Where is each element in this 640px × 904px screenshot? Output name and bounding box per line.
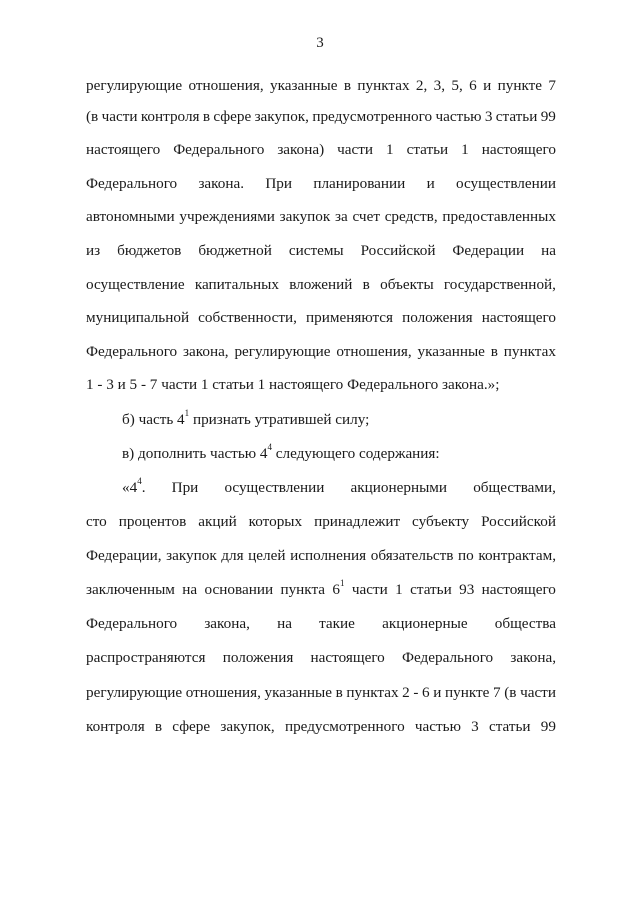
word: Федерации,: [86, 547, 162, 564]
text-line: [86, 207, 556, 227]
word: распространяются: [86, 649, 206, 666]
word: Федерации: [452, 242, 525, 259]
word: Федерального: [173, 141, 265, 158]
word: Российской: [360, 242, 436, 259]
word: в: [335, 684, 343, 701]
word: части: [520, 684, 556, 701]
word: указанные: [264, 684, 332, 701]
word: основании: [204, 581, 274, 598]
word: предусмотренного: [284, 718, 405, 735]
word: в: [154, 718, 163, 735]
word: акций: [198, 513, 237, 530]
list-item-b-text: б) часть 4: [122, 411, 185, 428]
word: отношения,: [336, 343, 412, 360]
word: закупок,: [254, 108, 309, 125]
word: отношения,: [188, 77, 264, 94]
text-line: [86, 546, 556, 566]
word: закона,: [510, 649, 556, 666]
text-line: [86, 140, 556, 160]
word: 3: [471, 718, 479, 735]
word: части: [351, 581, 388, 598]
word: 6: [469, 77, 477, 94]
word: государственной,: [443, 276, 556, 293]
word: 5,: [451, 77, 463, 94]
word: в: [362, 276, 370, 293]
word: При: [171, 479, 199, 496]
word: 7: [493, 684, 501, 701]
word: обществами,: [473, 479, 556, 496]
word: акционерными: [350, 479, 448, 496]
word: на: [277, 615, 292, 632]
word: пунктах: [346, 684, 399, 701]
word: статьи: [406, 141, 449, 158]
word: настоящего: [481, 309, 556, 326]
word: закупок: [166, 547, 217, 564]
word: закона): [277, 141, 325, 158]
word: средств,: [384, 208, 438, 225]
text-line: [86, 717, 556, 737]
ref-number: 6: [332, 581, 341, 598]
text-line: [86, 107, 556, 127]
word: на: [182, 581, 198, 598]
section-mark-dot: .: [141, 479, 146, 496]
word: 1: [395, 581, 403, 598]
text-line: [86, 375, 556, 395]
word: в: [490, 343, 498, 360]
word: Российской: [481, 513, 556, 530]
word: 93: [459, 581, 475, 598]
word: обязательств: [370, 547, 454, 564]
text-line: [86, 241, 556, 261]
word: осуществлении: [456, 175, 556, 192]
page-number: 3: [316, 35, 324, 51]
text-line: [86, 512, 556, 532]
word: положения: [222, 649, 294, 666]
word: статьи: [495, 108, 538, 125]
word: пункте: [497, 77, 543, 94]
word: контрактам,: [478, 547, 556, 564]
word: настоящего: [481, 141, 556, 158]
word: системы: [288, 242, 344, 259]
word: и: [483, 77, 492, 94]
text-line: [86, 648, 556, 668]
list-item-v-text: следующего содержания:: [271, 445, 440, 462]
word: статьи: [410, 581, 452, 598]
word: настоящего: [310, 649, 385, 666]
word: контроля: [86, 718, 145, 735]
word: учреждениями: [179, 208, 275, 225]
word: заключенным: [86, 581, 175, 598]
text-line: [86, 342, 556, 362]
word: При: [265, 175, 293, 192]
word: осуществление: [86, 276, 185, 293]
section-mark: [122, 475, 146, 498]
word: и: [426, 175, 435, 192]
word: из: [86, 242, 101, 259]
word: акционерные: [382, 615, 468, 632]
word: общества: [494, 615, 556, 632]
word: целей: [248, 547, 286, 564]
word: и: [433, 684, 442, 701]
word: регулирующие: [234, 343, 331, 360]
word: пунктах: [503, 343, 556, 360]
word: 99: [540, 108, 556, 125]
text-line: [86, 308, 556, 328]
word: частью: [435, 108, 482, 125]
word: исполнения: [290, 547, 367, 564]
word: планировании: [313, 175, 406, 192]
word: 1: [461, 141, 469, 158]
word: 7: [548, 77, 556, 94]
word: -: [413, 684, 419, 701]
word: регулирующие: [86, 77, 183, 94]
word: в: [343, 77, 352, 94]
list-item-v-text: в) дополнить частью 4: [122, 445, 268, 462]
word: Федерального: [402, 649, 494, 666]
word: указанные: [270, 77, 338, 94]
text-line: [86, 275, 556, 295]
word: пункте: [445, 684, 490, 701]
word: принадлежит: [314, 513, 401, 530]
word: контроля: [140, 108, 200, 125]
word: 3,: [433, 77, 446, 94]
text-line: [86, 577, 556, 600]
section-mark-text: «4: [122, 479, 138, 496]
word: закона,: [204, 615, 250, 632]
word: капитальных: [194, 276, 279, 293]
word: объекты: [380, 276, 434, 293]
text-line: [122, 441, 440, 464]
word: положения: [402, 309, 473, 326]
list-item-b-text: признать утратившей силу;: [189, 411, 370, 428]
word: закупок,: [220, 718, 275, 735]
word: муниципальной: [86, 309, 190, 326]
word: частью: [414, 718, 461, 735]
text-line: [122, 407, 370, 430]
word: указанные: [417, 343, 485, 360]
word: Федерального: [86, 615, 178, 632]
word: закона.: [198, 175, 245, 192]
word: вложений: [289, 276, 353, 293]
word: которых: [248, 513, 303, 530]
word: закона,: [183, 343, 229, 360]
word: 3: [484, 108, 493, 125]
word: (в: [504, 684, 517, 701]
word: процентов: [118, 513, 187, 530]
superscript: 1: [184, 407, 190, 418]
word: по: [458, 547, 474, 564]
word: Федерального: [86, 343, 178, 360]
word: бюджетной: [198, 242, 272, 259]
word: части: [101, 108, 138, 125]
word: бюджетов: [117, 242, 182, 259]
word: (в: [86, 108, 99, 125]
word: сфере: [172, 718, 211, 735]
superscript: 4: [137, 475, 142, 486]
word: отношения,: [185, 684, 261, 701]
word: осуществлении: [224, 479, 325, 496]
word: такие: [319, 615, 355, 632]
text-line: [86, 174, 556, 194]
word: за: [335, 208, 348, 225]
word: настоящего: [86, 141, 161, 158]
word: предусмотренного: [312, 108, 433, 125]
word: предоставленных: [442, 208, 556, 225]
word: закупок: [279, 208, 331, 225]
word: 99: [540, 718, 556, 735]
word: настоящего: [481, 581, 556, 598]
word: 2: [402, 684, 410, 701]
word: пунктах: [357, 77, 410, 94]
word: на: [541, 242, 556, 259]
word: в: [202, 108, 211, 125]
word: пункта: [280, 581, 326, 598]
word: Федерального: [86, 175, 178, 192]
word: регулирующие: [86, 684, 183, 701]
word: 1: [386, 141, 394, 158]
word: [332, 577, 345, 600]
word: субъекту: [412, 513, 470, 530]
word: сто: [86, 513, 107, 530]
word: 2,: [415, 77, 428, 94]
word: сфере: [213, 108, 252, 125]
text-line: [86, 683, 556, 703]
text-line: [86, 614, 556, 634]
word: счет: [352, 208, 380, 225]
word: собственности,: [198, 309, 297, 326]
text-line: [122, 475, 556, 498]
word: автономными: [86, 208, 175, 225]
word: части: [337, 141, 374, 158]
superscript: 4: [267, 441, 272, 452]
word: для: [221, 547, 244, 564]
word: статьи: [488, 718, 531, 735]
superscript: 1: [340, 577, 345, 588]
text-line: [86, 76, 556, 96]
word: 6: [422, 684, 430, 701]
text-line-last: 1 - 3 и 5 - 7 части 1 статьи 1 настоящего Федерального закона.»;: [86, 376, 500, 393]
word: применяются: [306, 309, 394, 326]
